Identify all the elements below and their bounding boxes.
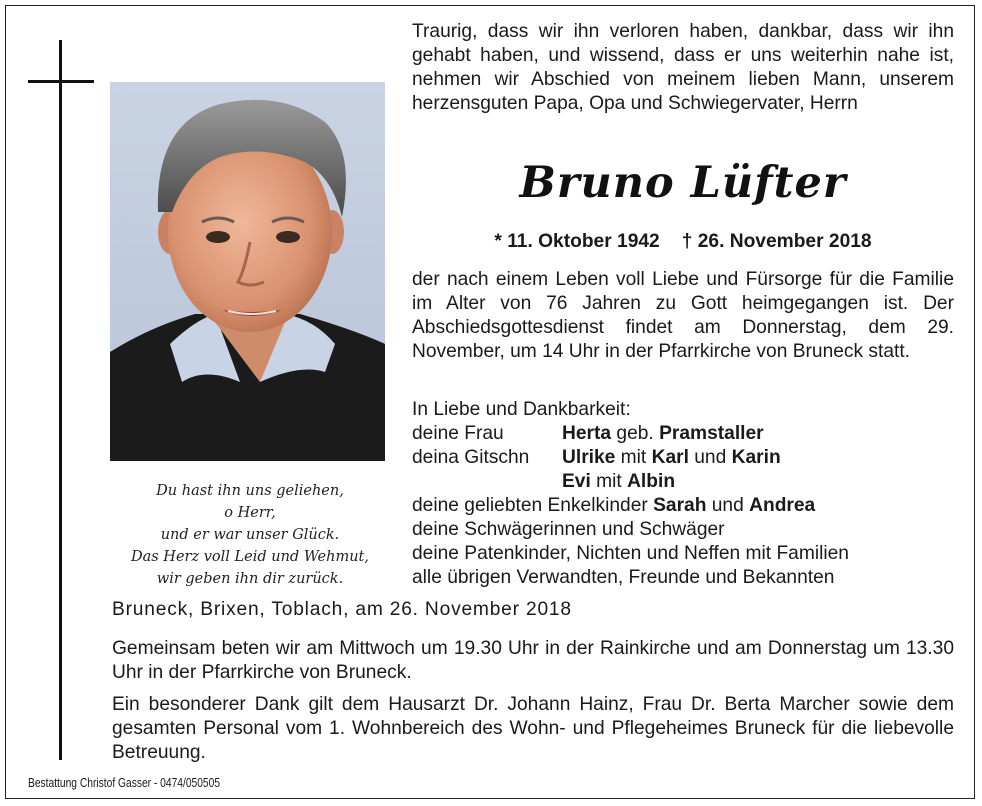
cross-icon-bar [28, 80, 94, 83]
verse-line: o Herr, [224, 505, 276, 521]
thanks-text: Ein besonderer Dank gilt dem Hausarzt Dr. Johann Hainz, Frau Dr. Berta Marcher sowie dem gesamten Personal vom 1. Wohnbereich des Wohn- und Pflegeheimes Bruneck für die liebevolle Betreuung. [112, 694, 954, 763]
funeral-home: Bestattung Christof Gasser - 0474/050505 [28, 776, 221, 790]
place-and-date: Bruneck, Brixen, Toblach, am 26. November 2018 [112, 599, 572, 620]
mourner-godchildren: deine Patenkinder, Nichten und Neffen mit Familien [412, 543, 849, 564]
verse-line: wir geben ihn dir zurück. [156, 571, 344, 587]
wife-maiden-name: Pramstaller [659, 423, 764, 444]
sibling-name: Evi [562, 471, 591, 492]
mourner-label: deine geliebten Enkelkinder [412, 495, 648, 516]
mourner-sibling-2 [412, 470, 954, 494]
wife-name: Herta [562, 423, 612, 444]
connector-word: und [711, 495, 744, 516]
verse-line: Das Herz voll Leid und Wehmut, [130, 549, 369, 565]
announcement-text: der nach einem Leben voll Liebe und Fürsorge für die Familie im Alter von 76 Jahren zu Gott heimgegangen ist. Der Abschiedsgottesdienst findet am Donnerstag, dem 29. November, um 14 Uhr in der Pfarrkirche von Bruneck statt. [412, 269, 954, 362]
mourners-heading: In Liebe und Dankbarkeit: [412, 399, 631, 420]
birth-date: * 11. Oktober 1942 [494, 231, 660, 252]
partner-name: Karl [651, 447, 689, 468]
memorial-verse [100, 480, 400, 590]
cross-icon [59, 40, 62, 760]
death-date: † 26. November 2018 [681, 231, 872, 252]
partner-name: Albin [627, 471, 676, 492]
verse-line: und er war unser Glück. [160, 527, 340, 543]
mourner-siblings [412, 446, 954, 470]
connector-word: mit [620, 447, 647, 468]
connector-word: und [694, 447, 727, 468]
mourner-label: deina Gitschn [412, 447, 530, 468]
life-dates [412, 231, 954, 253]
grandchild-name: Andrea [749, 495, 816, 516]
mourner-others: alle übrigen Verwandten, Freunde und Bekannten [412, 567, 835, 588]
mourner-wife [412, 422, 954, 446]
verse-line: Du hast ihn uns geliehen, [156, 483, 344, 499]
child-name: Karin [731, 447, 781, 468]
intro-text: Traurig, dass wir ihn verloren haben, dankbar, dass wir ihn gehabt haben, und wissend, dass er uns weiterhin nahe ist, nehmen wir Abschied von meinem lieben Mann, unserem herzensguten Papa, Opa und Schwiegervater, Herrn [412, 21, 954, 114]
mourners-list [412, 398, 954, 590]
nee-word: geb. [616, 423, 654, 444]
mourner-label: deine Frau [412, 423, 504, 444]
portrait-photo [110, 82, 385, 461]
grandchild-name: Sarah [653, 495, 707, 516]
connector-word: mit [596, 471, 622, 492]
mourner-inlaws: deine Schwägerinnen und Schwäger [412, 519, 725, 540]
sibling-name: Ulrike [562, 447, 616, 468]
deceased-name: Bruno Lüfter [519, 158, 847, 208]
mourner-grandchildren [412, 494, 954, 518]
prayer-text: Gemeinsam beten wir am Mittwoch um 19.30 Uhr in der Rainkirche und am Donnerstag um 13.30 Uhr in der Pfarrkirche von Bruneck. [112, 638, 954, 683]
